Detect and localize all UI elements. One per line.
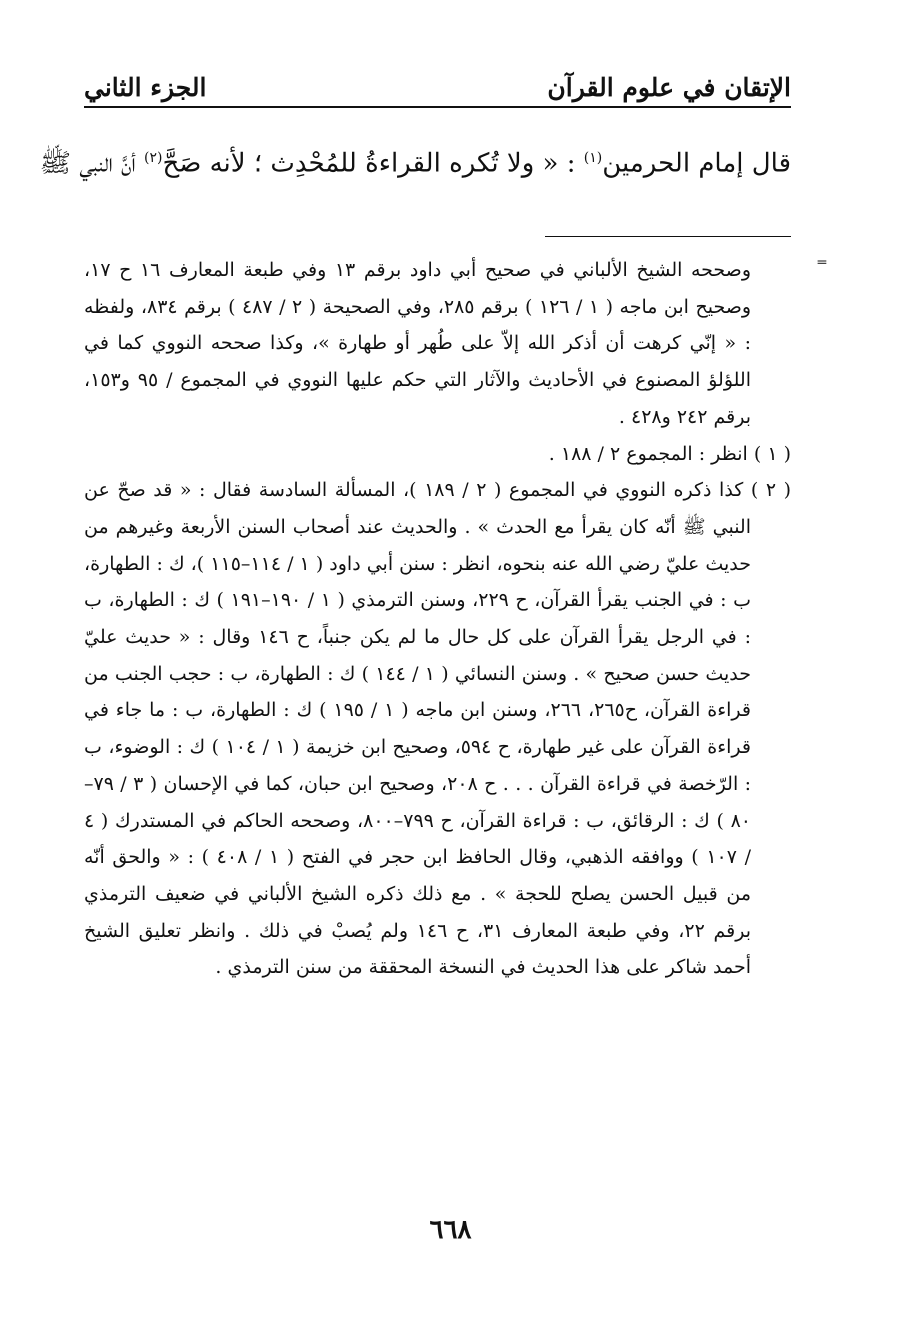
footnote-text: كذا ذكره النووي في المجموع ( ٢ / ١٨٩ )، المسألة السادسة فقال : « قد صحّ عن النبي ﷺ أنّه كان يقرأ مع الحدث » . والحديث عند أصحاب السنن الأربعة وغيرهم من حديث عليّ رضي الله عنه بنحوه، انظر : سنن أبي داود ( ١ / ١١٤–١١٥ )، ك : الطهارة، ب : في الجنب يقرأ القرآن، ح ٢٢٩، وسنن الترمذي ( ١ / ١٩٠–١٩١ ) ك : الطهارة، ب : في الرجل يقرأ القرآن على كل حال ما لم يكن جنباً، ح ١٤٦ وقال : « حديث عليّ حديث حسن صحيح » . وسنن النسائي ( ١ / ١٤٤ ) ك : الطهارة، ب : حجب الجنب من قراءة القرآن، ح٢٦٥، ٢٦٦، وسنن ابن ماجه ( ١ / ١٩٥ ) ك : الطهارة، ب : ما جاء في قراءة القرآن على غير طهارة، ح ٥٩٤، وصحيح ابن خزيمة ( ١ / ١٠٤ ) ك : الوضوء، ب : الرّخصة في قراءة القرآن . . . ح ٢٠٨، وصحيح ابن حبان، كما في الإحسان ( ٣ / ٧٩–٨٠ ) ك : الرقائق، ب : قراءة القرآن، ح ٧٩٩–٨٠٠، وصححه الحاكم في المستدرك ( ٤ / ١٠٧ ) ووافقه الذهبي، وقال الحافظ ابن حجر في الفتح ( ١ / ٤٠٨ ) : « والحق أنّه من قبيل الحسن يصلح للحجة » . مع ذلك ذكره الشيخ الألباني في ضعيف الترمذي برقم ٢٢، وفي طبعة المعارف ٣١، ح ١٤٦ ولم يُصبْ في ذلك . وانظر تعليق الشيخ أحمد شاكر على هذا الحديث في النسخة المحققة من سنن الترمذي .	[84, 479, 752, 979]
footnote-divider	[545, 236, 791, 237]
main-text-part: أنَّ النبي ﷺ	[39, 148, 136, 179]
footnote-marker: ( ١ )	[753, 442, 791, 465]
continuation-mark-icon: ═	[817, 255, 827, 271]
main-text-part: قال إمام الحرمين	[602, 148, 791, 179]
book-title: الإتقان في علوم القرآن	[547, 73, 791, 102]
footnote-reference-2[interactable]: (٢)	[143, 150, 163, 166]
footnote-1	[84, 436, 791, 473]
running-header	[84, 62, 791, 102]
header-divider	[84, 106, 791, 108]
footnote-continuation: وصححه الشيخ الألباني في صحيح أبي داود برقم ١٣ وفي طبعة المعارف ١٦ ح ١٧، وصحيح ابن ماجه ( ١ / ١٢٦ ) برقم ٢٨٥، وفي الصحيحة ( ٢ / ٤٨٧ ) برقم ٨٣٤، ولفظه : « إنّي كرهت أن أذكر الله إلاّ على طُهر أو طهارة »، وكذا صححه النووي كما في اللؤلؤ المصنوع في الأحاديث والآثار التي حكم عليها النووي في المجموع / ٩٥ و١٥٣، برقم ٢٤٢ و٤٢٨ .	[84, 259, 752, 428]
footnote-text: انظر : المجموع ٢ / ١٨٨ .	[548, 442, 748, 465]
volume-label: الجزء الثاني	[84, 73, 207, 102]
page-number: ٦٦٨	[429, 1215, 472, 1245]
main-text	[39, 128, 791, 194]
footnote-2	[84, 472, 791, 986]
main-text-part: : « ولا تُكره القراءةُ للمُحْدِث ؛ لأنه صَحَّ	[162, 148, 576, 179]
footnote-marker: ( ٢ )	[750, 479, 792, 502]
footnotes	[84, 252, 791, 986]
footnote-reference-1[interactable]: (١)	[583, 150, 603, 166]
